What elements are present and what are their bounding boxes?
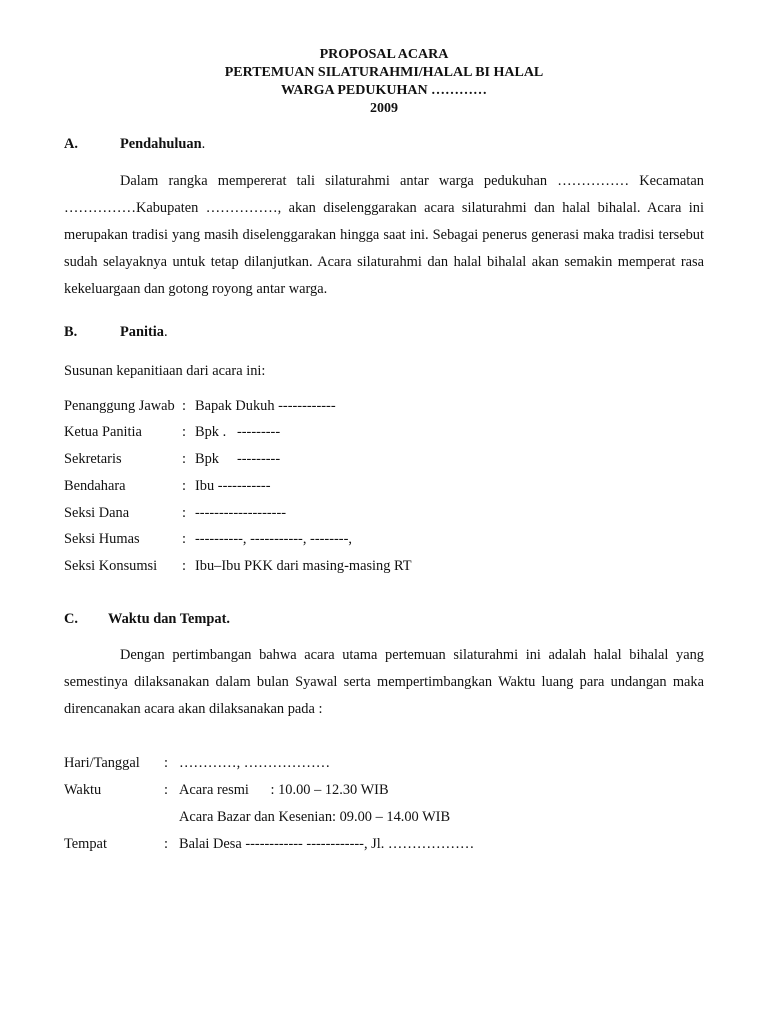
schedule-date-label: Hari/Tanggal [64,755,140,771]
committee-colon: : [182,505,186,521]
section-a-heading: A. Pendahuluan. [64,136,206,152]
committee-row [64,477,271,495]
committee-colon: : [182,531,186,547]
section-c-title: Waktu dan Tempat. [108,611,230,627]
committee-person: Ibu ----------- [195,478,271,494]
committee-row [64,530,352,548]
section-b-title: Panitia [120,324,164,340]
schedule-row-date [64,754,330,772]
committee-person: Ibu–Ibu PKK dari masing-masing RT [195,558,412,574]
committee-person: Bpk . --------- [195,424,281,440]
schedule-place-value: Balai Desa ------------ ------------, Jl. ……………… [179,836,475,852]
schedule-row-time [64,781,389,799]
committee-colon: : [182,451,186,467]
section-a-paragraph: Dalam rangka mempererat tali silaturahmi antar warga pedukuhan …………… Kecamatan ……………Kabupaten ……………, akan diselenggarakan acara silaturahmi dan halal bihalal. Acara ini merupakan tradisi yang masih diselenggarakan hingga saat ini. Sebagai penerus generasi maka tradisi tersebut sudah selayaknya untuk tetap dilanjutkan. Acara silaturahmi dan halal bihalal akan semakin memperat rasa kekeluargaan dan gotong royong antar warga. [64,173,704,297]
committee-row [64,450,280,468]
committee-role: Ketua Panitia [64,424,142,440]
committee-colon: : [182,478,186,494]
schedule-time-label: Waktu [64,782,102,798]
committee-role: Penanggung Jawab [64,398,175,414]
schedule-time-value-2: Acara Bazar dan Kesenian: 09.00 – 14.00 WIB [179,809,451,825]
committee-person: Bpk --------- [195,451,281,467]
schedule-colon: : [164,836,168,852]
section-c-heading [64,611,230,628]
committee-role: Bendahara [64,478,126,494]
document-title-year: 2009 [370,101,398,116]
committee-row [64,423,280,441]
committee-role: Seksi Dana [64,505,130,521]
committee-colon: : [182,424,186,440]
schedule-date-value: …………, ……………… [179,755,331,771]
committee-row [64,504,286,522]
schedule-row-place [64,835,474,853]
document-title-line-2: PERTEMUAN SILATURAHMI/HALAL BI HALAL [224,65,544,80]
committee-role: Sekretaris [64,451,122,467]
committee-colon: : [182,558,186,574]
committee-person: ----------, -----------, --------, [195,531,352,547]
schedule-time-value-1: Acara resmi : 10.00 – 12.30 WIB [179,782,389,798]
schedule-colon: : [164,755,168,771]
schedule-row-time-2 [64,808,450,826]
section-b-heading: B. Panitia. [64,324,168,340]
committee-person: ------------------- [195,505,287,521]
section-a-paragraph-block [64,168,704,303]
committee-role: Seksi Humas [64,531,140,547]
schedule-place-label: Tempat [64,836,107,852]
committee-row [64,557,412,575]
committee-role: Seksi Konsumsi [64,558,158,574]
schedule-colon: : [164,782,168,798]
section-a-title: Pendahuluan [120,136,202,152]
section-c-paragraph: Dengan pertimbangan bahwa acara utama pertemuan silaturahmi ini adalah halal bihalal yang semestinya dilaksanakan dalam bulan Syawal serta mempertimbangkan Waktu luang para undangan maka direncanakan acara akan dilaksanakan pada : [64,647,704,717]
committee-person: Bapak Dukuh ------------ [195,398,336,414]
section-a-letter: A. [64,136,78,152]
document-title-line-3: WARGA PEDUKUHAN ………… [280,83,488,98]
committee-intro: Susunan kepanitiaan dari acara ini: [64,363,266,379]
committee-colon: : [182,398,186,414]
section-c-paragraph-block [64,642,704,723]
committee-row [64,397,336,415]
section-c-letter: C. [64,611,78,627]
section-b-letter: B. [64,324,78,340]
document-title-line-1: PROPOSAL ACARA [319,47,449,62]
